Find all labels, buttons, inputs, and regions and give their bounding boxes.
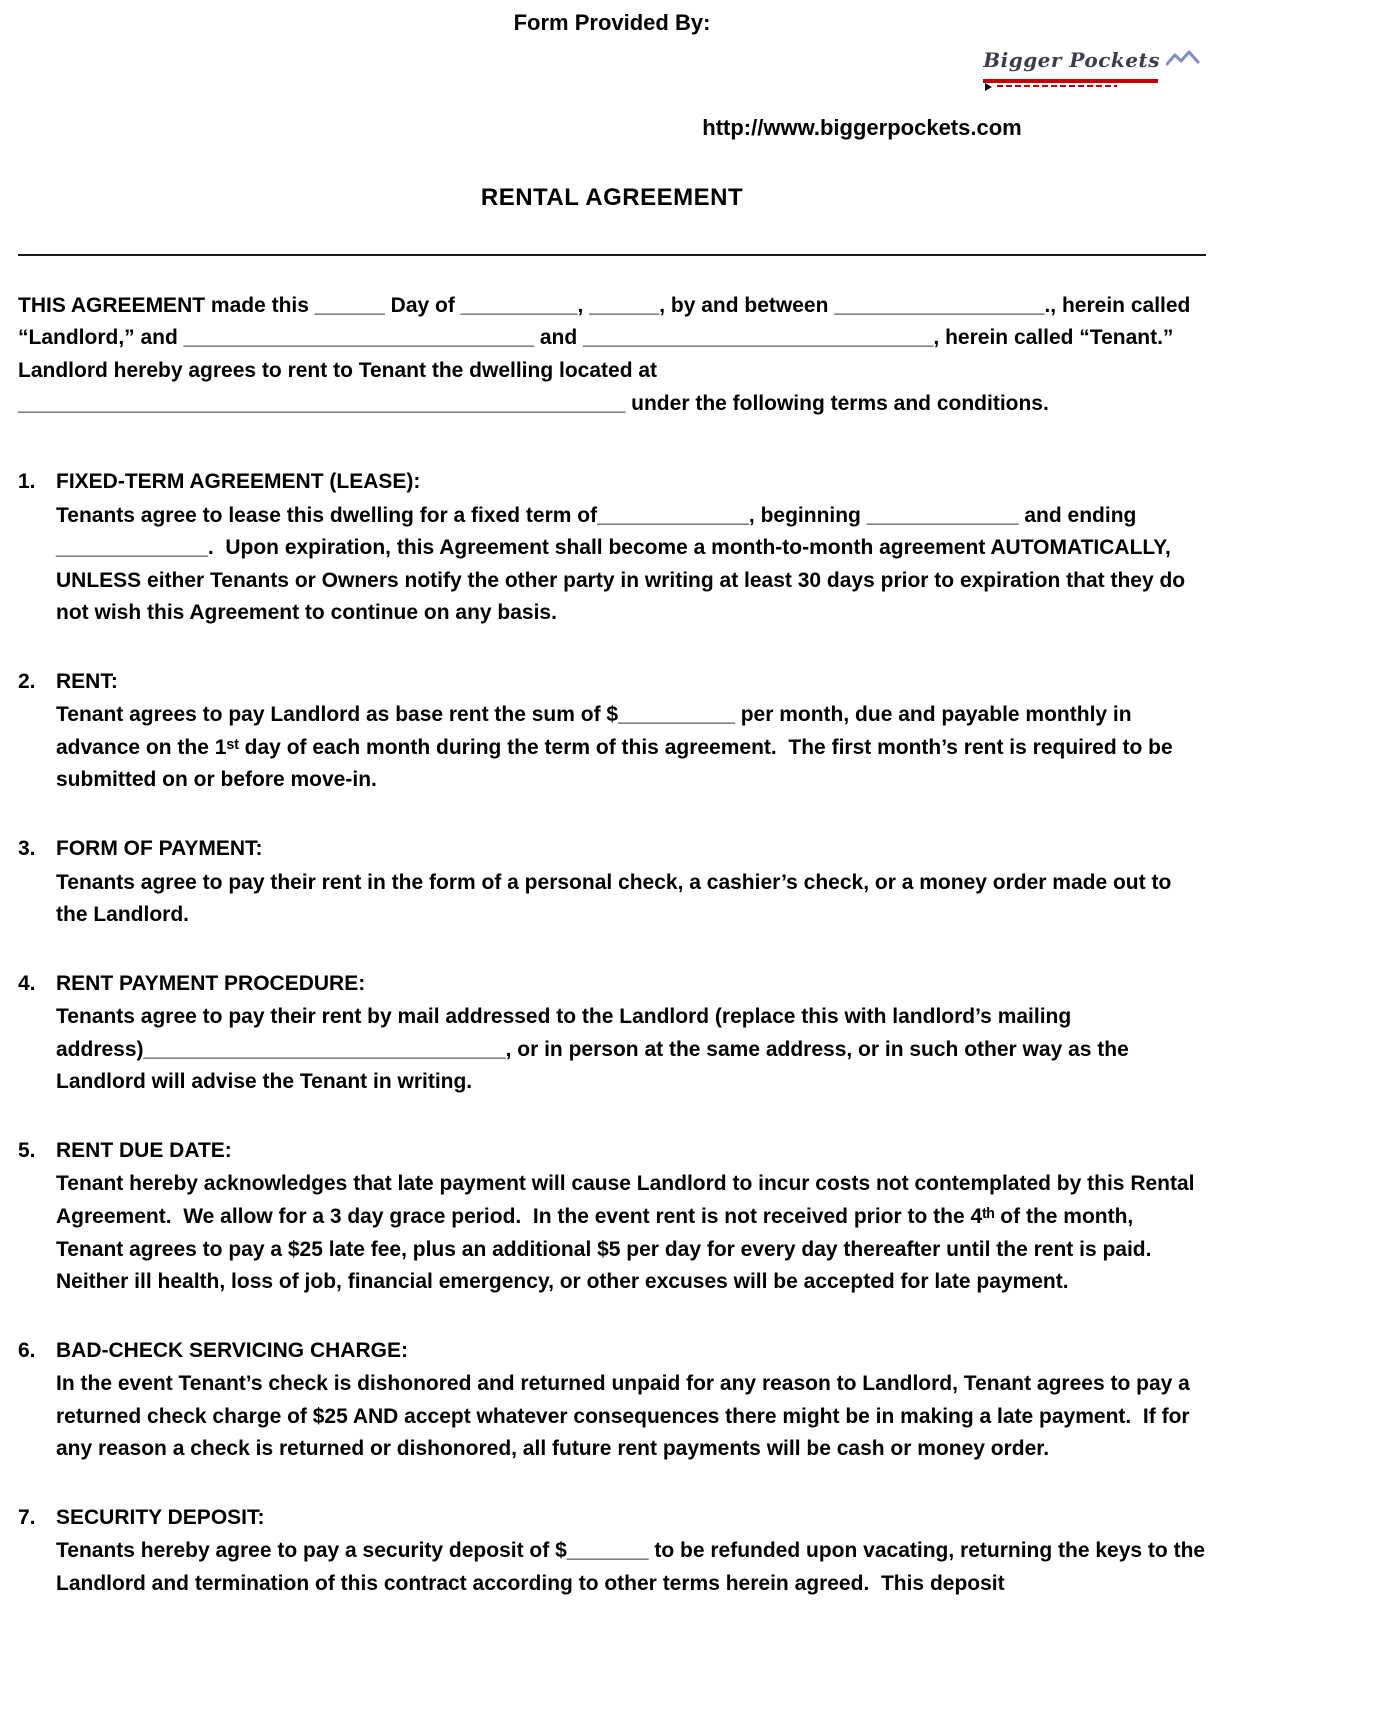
logo-row [18, 44, 1206, 83]
section-bad-check-servicing-charge [18, 1335, 1206, 1466]
section-body: In the event Tenant’s check is dishonored and returned unpaid for any reason to Landlord, Tenant agrees to pay a returned check charge of $25 AND accept whatever consequences there might be in making a late payment. If for any reason a check is returned or dishonored, all future rent payments will be cash or money order. [56, 1372, 1196, 1461]
section-number: 6. [18, 1338, 36, 1362]
mountain-swoosh-icon [1166, 44, 1200, 77]
section-body: Tenants agree to pay their rent in the form of a personal check, a cashier’s check, or a money order made out to the Landlord. [56, 870, 1178, 927]
section-number: 7. [18, 1505, 36, 1529]
section-heading: FIXED-TERM AGREEMENT (LEASE): [56, 470, 421, 494]
sections-list [18, 466, 1211, 1600]
section-heading: RENT DUE DATE: [56, 1138, 232, 1162]
section-rent [18, 666, 1206, 797]
section-fixed-term-agreement [18, 466, 1206, 630]
section-body: Tenants agree to lease this dwelling for a fixed term of_____________, beginning _____________ and ending _____________. Upon expiration, this Agreement shall become a month-to-month agreement AUTOMATICALLY, UNLESS either Tenants or Owners notify the other party in writing at least 30 days prior to expiration that they do not wish this Agreement to continue on any basis. [56, 503, 1191, 625]
section-rent-payment-procedure [18, 968, 1206, 1099]
section-number: 3. [18, 837, 36, 861]
section-heading: BAD-CHECK SERVICING CHARGE: [56, 1338, 408, 1362]
biggerpockets-logo [983, 44, 1200, 83]
section-form-of-payment [18, 833, 1206, 932]
section-heading: SECURITY DEPOSIT: [56, 1505, 265, 1529]
title-divider [18, 254, 1206, 256]
section-body: Tenants agree to pay their rent by mail addressed to the Landlord (replace this with landlord’s mailing address)_______________________________, or in person at the same address, or in such other way as the Landlord will advise the Tenant in writing. [56, 1005, 1135, 1094]
section-body: Tenant agrees to pay Landlord as base rent the sum of $__________ per month, due and payable monthly in advance on the 1ˢᵗ day of each month during the term of this agreement. The first month’s rent is required to be submitted on or before move-in. [56, 703, 1179, 792]
section-number: 5. [18, 1138, 36, 1162]
page-title: RENTAL AGREEMENT [480, 183, 744, 211]
section-security-deposit [18, 1502, 1211, 1601]
section-number: 1. [18, 470, 36, 494]
section-number: 2. [18, 669, 36, 693]
section-rent-due-date [18, 1135, 1206, 1299]
section-heading: RENT: [56, 669, 118, 693]
section-number: 4. [18, 971, 36, 995]
section-heading: FORM OF PAYMENT: [56, 837, 263, 861]
intro-paragraph: THIS AGREEMENT made this ______ Day of __________, ______, by and between __________________., herein called “Landlord,” and ______________________________ and ______________________________, herein called “Tenant.” Landlord hereby agrees to rent to Tenant the dwelling located at ____________________________________________________ under the following terms and conditions. [18, 293, 1197, 415]
section-body: Tenants hereby agree to pay a security deposit of $_______ to be refunded upon vacating, returning the keys to the Landlord and termination of this contract according to other terms herein agreed. This deposit [56, 1539, 1211, 1595]
logo-text: Bigger Pockets [983, 47, 1160, 72]
form-provided-by-label: Form Provided By: [513, 10, 711, 35]
section-body: Tenant hereby acknowledges that late payment will cause Landlord to incur costs not contemplated by this Rental Agreement. We allow for a 3 day grace period. In the event rent is not received prior to the 4ᵗʰ of the month, Tenant agrees to pay a $25 late fee, plus an additional $5 per day for every day thereafter until the rent is paid. Neither ill health, loss of job, financial emergency, or other excuses will be accepted for late payment. [56, 1172, 1200, 1294]
logo-red-underline [983, 79, 1158, 83]
section-heading: RENT PAYMENT PROCEDURE: [56, 971, 366, 995]
site-url: http://www.biggerpockets.com [702, 114, 1022, 140]
